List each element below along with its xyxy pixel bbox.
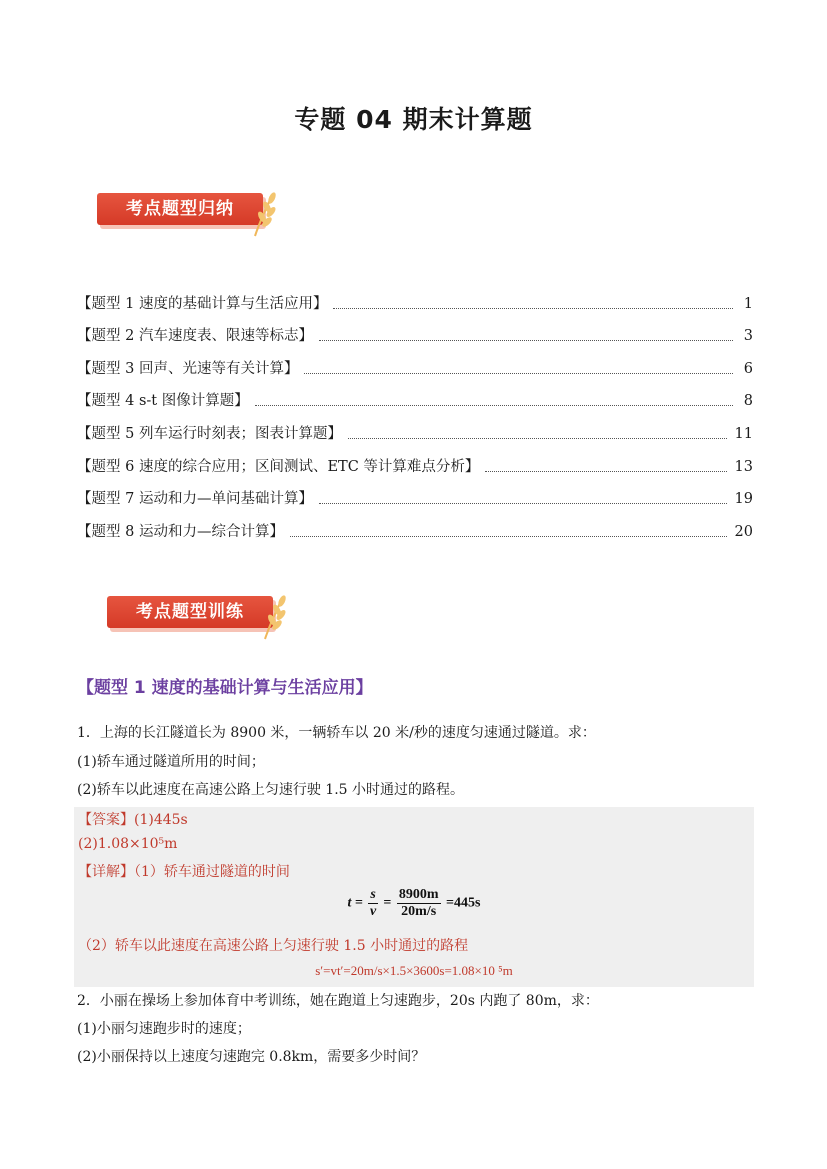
toc-entry-title: 【题型 2 汽车速度表、限速等标志】 bbox=[77, 328, 313, 345]
fraction-numerator: 8900m bbox=[398, 887, 439, 902]
fraction-denominator: 20m/s bbox=[401, 904, 437, 919]
toc-page-number: 19 bbox=[734, 491, 753, 508]
detail-2: （2）轿车以此速度在高速公路上匀速行驶 1.5 小时通过的路程 bbox=[78, 938, 469, 954]
question-2-part-1: (1)小丽匀速跑步时的速度； bbox=[77, 1021, 251, 1037]
toc-entry[interactable] bbox=[77, 281, 753, 314]
detail-tag: 【详解】 bbox=[78, 864, 134, 880]
toc-entry-title: 【题型 5 列车运行时刻表；图表计算题】 bbox=[77, 425, 342, 442]
toc-page-number: 11 bbox=[734, 425, 753, 442]
toc-entry[interactable] bbox=[77, 346, 753, 379]
formula-rhs: =445s bbox=[446, 895, 481, 911]
fraction-denominator: v bbox=[370, 904, 377, 919]
formula-2: s′=vt′=20m/s×1.5×3600s=1.08×10 ⁵m bbox=[315, 963, 513, 978]
answer-1: (1)445s bbox=[134, 812, 188, 828]
fraction-numerator: s bbox=[370, 887, 376, 902]
toc-leader bbox=[485, 470, 726, 472]
toc-page-number: 8 bbox=[743, 393, 753, 410]
section-heading: 【题型 1 速度的基础计算与生活应用】 bbox=[77, 678, 373, 698]
toc-entry[interactable] bbox=[77, 379, 753, 412]
answer-line-1 bbox=[78, 809, 188, 829]
toc-entry[interactable] bbox=[77, 477, 753, 510]
toc-leader bbox=[290, 535, 727, 537]
toc-leader bbox=[319, 502, 727, 504]
toc-entry[interactable] bbox=[77, 509, 753, 542]
toc-leader bbox=[255, 404, 733, 406]
toc-entry[interactable] bbox=[77, 444, 753, 477]
question-1-stem: 1．上海的长江隧道长为 8900 米，一辆轿车以 20 米/秒的速度匀速通过隧道。求： bbox=[77, 725, 596, 741]
toc-page-number: 1 bbox=[743, 295, 753, 312]
toc-entry-title: 【题型 4 s-t 图像计算题】 bbox=[77, 393, 249, 410]
toc-entry-title: 【题型 1 速度的基础计算与生活应用】 bbox=[77, 295, 328, 312]
detail-line-1 bbox=[78, 861, 290, 881]
answer-2: (2)1.08×10⁵m bbox=[78, 836, 178, 852]
equals-sign: = bbox=[383, 895, 392, 911]
table-of-contents bbox=[77, 281, 753, 542]
question-1-part-2: (2)轿车以此速度在高速公路上匀速行驶 1.5 小时通过的路程。 bbox=[77, 782, 464, 798]
toc-page-number: 6 bbox=[743, 360, 753, 377]
answer-box bbox=[74, 807, 754, 987]
toc-page-number: 20 bbox=[734, 523, 753, 540]
question-2-part-2: (2)小丽保持以上速度匀速跑完 0.8km，需要多少时间？ bbox=[77, 1049, 426, 1065]
formula-lhs: t = bbox=[347, 895, 363, 911]
answer-tag: 【答案】 bbox=[78, 812, 134, 828]
toc-entry-title: 【题型 6 速度的综合应用；区间测试、ETC 等计算难点分析】 bbox=[77, 458, 480, 475]
question-2-stem: 2．小丽在操场上参加体育中考训练，她在跑道上匀速跑步，20s 内跑了 80m，求： bbox=[77, 993, 599, 1009]
detail-1: （1）轿车通过隧道的时间 bbox=[134, 864, 290, 880]
wheat-icon bbox=[259, 591, 289, 641]
toc-entry[interactable] bbox=[77, 314, 753, 347]
toc-page-number: 13 bbox=[734, 458, 753, 475]
toc-entry-title: 【题型 3 回声、光速等有关计算】 bbox=[77, 360, 299, 377]
toc-leader bbox=[333, 307, 733, 309]
summary-banner bbox=[97, 186, 287, 238]
formula-1 bbox=[74, 887, 754, 920]
document-title: 专题 04 期末计算题 bbox=[294, 105, 533, 134]
summary-banner-label: 考点题型归纳 bbox=[97, 193, 263, 225]
toc-leader bbox=[304, 372, 733, 374]
toc-entry-title: 【题型 8 运动和力—综合计算】 bbox=[77, 523, 284, 540]
toc-leader bbox=[348, 437, 727, 439]
training-banner-label: 考点题型训练 bbox=[107, 596, 273, 628]
fraction-values bbox=[397, 887, 441, 920]
toc-entry[interactable] bbox=[77, 411, 753, 444]
training-banner bbox=[107, 589, 297, 641]
question-1-part-1: (1)轿车通过隧道所用的时间； bbox=[77, 754, 265, 770]
fraction-s-over-v bbox=[368, 887, 377, 920]
toc-leader bbox=[319, 339, 733, 341]
wheat-icon bbox=[249, 188, 279, 238]
toc-entry-title: 【题型 7 运动和力—单问基础计算】 bbox=[77, 491, 313, 508]
toc-page-number: 3 bbox=[743, 328, 753, 345]
